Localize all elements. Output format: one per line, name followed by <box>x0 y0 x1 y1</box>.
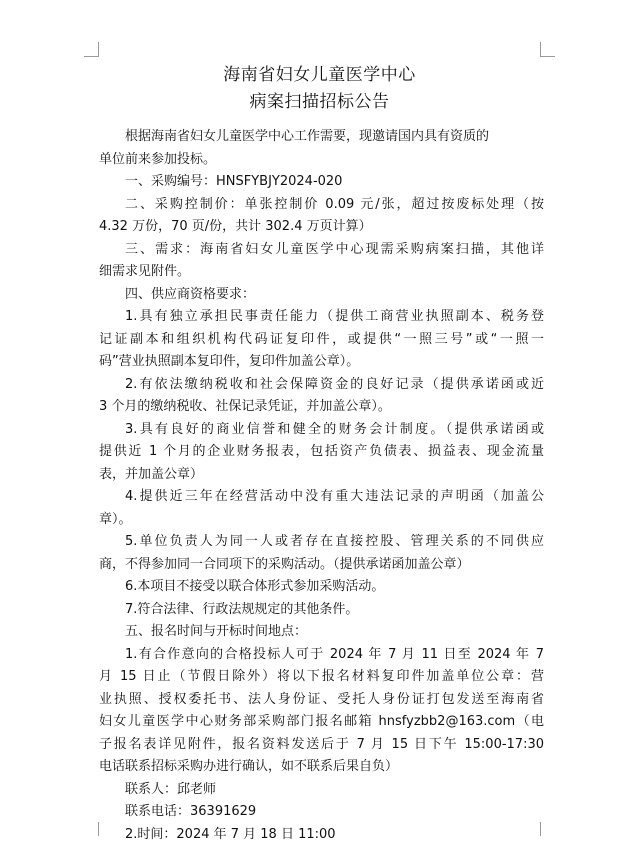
body-line: 4.提供近三年在经营活动中没有重大违法记录的声明函（加盖公 <box>125 489 544 504</box>
body-line: 6.本项目不接受以联合体形式参加采购活动。 <box>125 579 385 594</box>
crop-mark-bottom-left <box>84 822 99 836</box>
body-line: 1.有合作意向的合格投标人可于 2024 年 7 月 11 日至 2024 年 7 <box>125 647 544 662</box>
body-line: 电话联系招标采购办进行确认，如不联系后果自负） <box>99 759 399 774</box>
body-line: 商，不得参加同一合同项下的采购活动。（提供承诺函加盖公章） <box>99 557 470 572</box>
body-line: 妇女儿童医学中心财务部采购部门报名邮箱 hnsfyzbb2@163.com（电 <box>99 714 544 729</box>
crop-mark-top-right <box>540 42 555 57</box>
bid-time: 2.时间：2024 年 7 月 18 日 11:00 <box>125 827 336 842</box>
body-line: 码”营业执照副本复印件，复印件加盖公章）。 <box>99 354 360 369</box>
crop-mark-top-left <box>84 42 99 57</box>
body-line: 记证副本和组织机构代码证复印件，或提供“一照三号”或“一照一 <box>99 332 544 347</box>
document-title: 海南省妇女儿童医学中心 <box>223 65 416 85</box>
body-line: 1.具有独立承担民事责任能力（提供工商营业执照副本、税务登 <box>125 309 544 324</box>
body-line: 五、报名时间与开标时间地点： <box>125 624 308 639</box>
body-line: 二、采购控制价：单张控制价 0.09 元/张，超过按废标处理（按 <box>125 197 544 212</box>
body-line: 3.具有良好的商业信誉和健全的财务会计制度。（提供承诺函或 <box>125 422 544 437</box>
body-line: 5.单位负责人为同一人或者存在直接控股、管理关系的不同供应 <box>125 534 544 549</box>
body-line: 3 个月的缴纳税收、社保记录凭证，并加盖公章）。 <box>99 399 391 414</box>
body-line: 提供近 1 个月的企业财务报表，包括资产负债表、损益表、现金流量 <box>99 444 544 459</box>
body-line: 四、供应商资格要求： <box>125 287 256 302</box>
body-line: 细需求见附件。 <box>99 264 191 279</box>
body-line: 一、采购编号：HNSFYBJY2024-020 <box>125 174 343 189</box>
body-line: 单位前来参加投标。 <box>99 152 217 167</box>
contact-person: 联系人：邱老师 <box>125 782 217 797</box>
body-line: 章）。 <box>99 512 132 527</box>
contact-phone: 联系电话：36391629 <box>125 804 257 819</box>
document-subtitle: 病案扫描招标公告 <box>249 92 390 112</box>
body-line: 根据海南省妇女儿童医学中心工作需要，现邀请国内具有资质的 <box>125 129 490 144</box>
body-line: 三、需求：海南省妇女儿童医学中心现需采购病案扫描，其他详 <box>125 242 544 257</box>
body-line: 业执照、授权委托书、法人身份证、受托人身份证打包发送至海南省 <box>99 692 544 707</box>
body-line: 子报名表详见附件，报名资料发送后于 7 月 15 日下午 15:00-17:30 <box>99 737 544 752</box>
body-line: 7.符合法律、行政法规规定的其他条件。 <box>125 602 359 617</box>
body-line: 2.有依法缴纳税收和社会保障资金的良好记录（提供承诺函或近 <box>125 377 544 392</box>
body-line: 4.32 万份，70 页/份，共计 302.4 万页计算） <box>99 219 372 234</box>
body-line: 表，并加盖公章） <box>99 467 204 482</box>
body-line: 月 15 日止（节假日除外）将以下报名材料复印件加盖单位公章：营 <box>99 669 544 684</box>
